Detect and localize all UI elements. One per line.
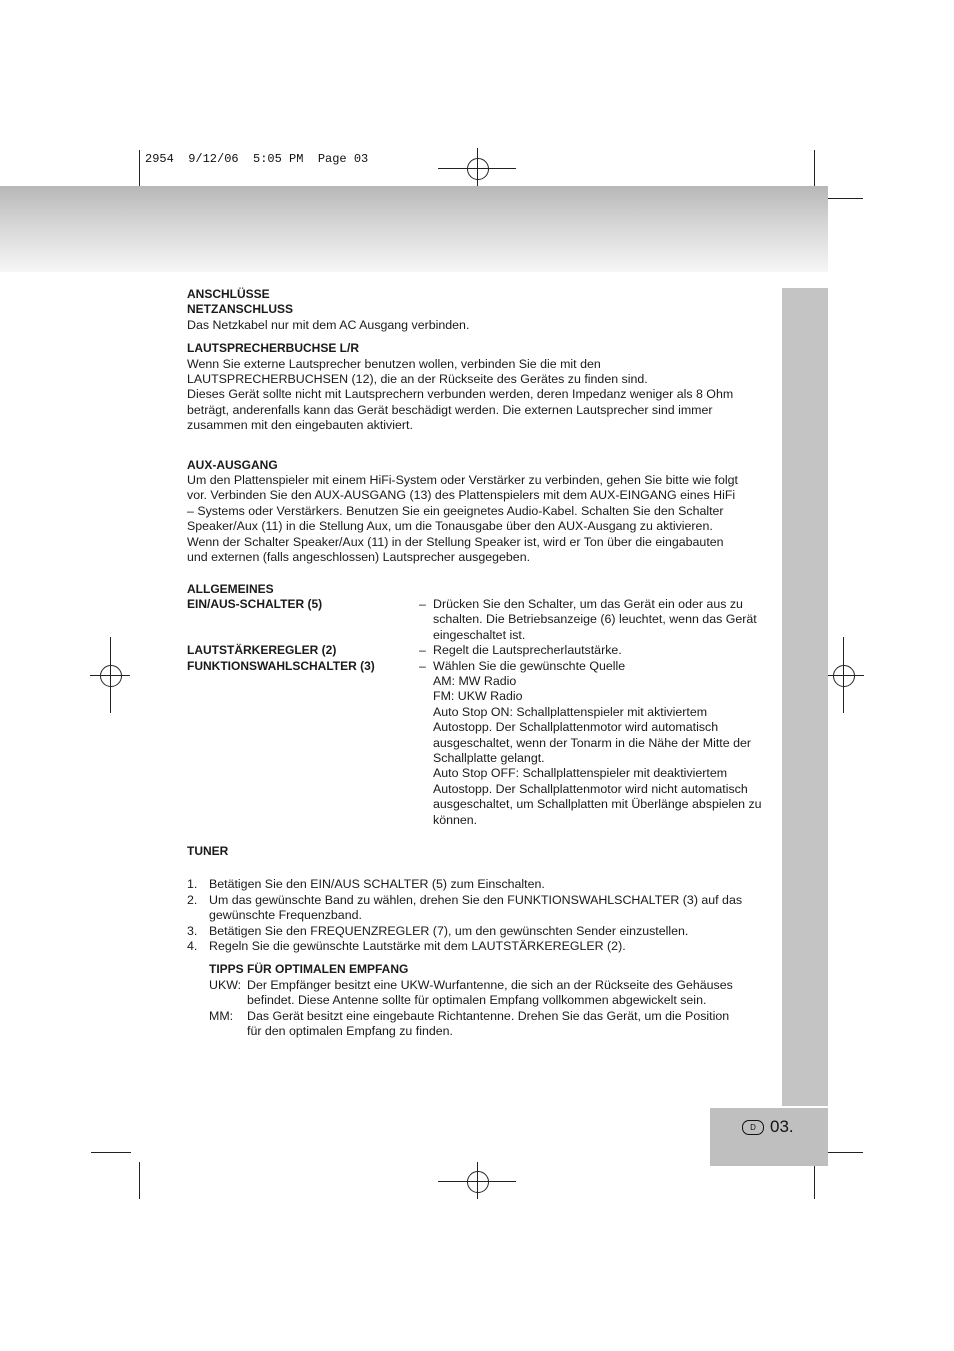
control-label: LAUTSTÄRKEREGLER (2) (187, 643, 337, 658)
step-number: 2. (187, 892, 198, 907)
control-row (187, 659, 777, 828)
text-line: ausgeschaltet, wenn der Tonarm in die Nähe der Mitte der (433, 735, 751, 750)
text-line: zusammen mit den eingebauten aktiviert. (187, 418, 413, 433)
dash: – (419, 596, 426, 611)
crop-mark (139, 150, 140, 187)
subsection-title: NETZANSCHLUSS (187, 302, 294, 317)
control-label: EIN/AUS-SCHALTER (5) (187, 596, 323, 611)
subsection-title: LAUTSPRECHERBUCHSE L/R (187, 341, 360, 356)
header-banner (0, 186, 828, 272)
text-line: Auto Stop ON: Schallplattenspieler mit aktiviertem (433, 704, 708, 719)
crop-mark (814, 1162, 815, 1199)
text-line: können. (433, 812, 478, 827)
registration-circle (467, 158, 489, 180)
text-line: gewünschte Frequenzband. (209, 908, 362, 923)
text-line: Um das gewünschte Band zu wählen, drehen Sie den FUNKTIONSWAHLSCHALTER (3) auf das (209, 892, 743, 907)
control-row (187, 643, 777, 658)
text-line: für den optimalen Empfang zu finden. (247, 1024, 453, 1039)
control-label: FUNKTIONSWAHLSCHALTER (3) (187, 658, 375, 673)
text-line: FM: UKW Radio (433, 689, 523, 704)
crop-mark (814, 150, 815, 187)
registration-circle (100, 665, 122, 687)
text-line: Schallplatte gelangt. (433, 750, 545, 765)
text-line: Um den Plattenspieler mit einem HiFi-System oder Verstärker zu verbinden, gehen Sie bitte wie folgt (187, 473, 738, 488)
text-line: Wenn der Schalter Speaker/Aux (11) in der Stellung Speaker ist, wird er Ton über die eingabauten (187, 534, 724, 549)
text-line: eingeschaltet ist. (433, 627, 526, 642)
subsection-title: TIPPS FÜR OPTIMALEN EMPFANG (209, 962, 409, 977)
text-line: schalten. Die Betriebsanzeige (6) leuchtet, wenn das Gerät (433, 612, 757, 627)
dash: – (419, 643, 426, 658)
list-item (187, 877, 777, 892)
text-line: Regelt die Lautsprecherlautstärke. (433, 643, 622, 658)
section-title: ANSCHLÜSSE (187, 287, 270, 301)
tip-row (209, 978, 777, 1009)
print-slug: 2954 9/12/06 5:05 PM Page 03 (145, 152, 369, 166)
text-line: Wählen Sie die gewünschte Quelle (433, 658, 626, 673)
reception-tips (209, 962, 777, 1039)
tuner-steps (187, 877, 777, 954)
text-line: Auto Stop OFF: Schallplattenspieler mit deaktiviertem (433, 766, 728, 781)
text-line: Regeln Sie die gewünschte Lautstärke mit dem LAUTSTÄRKEREGLER (2). (209, 939, 626, 954)
text-line: Betätigen Sie den FREQUENZREGLER (7), um den gewünschten Sender einzustellen. (209, 923, 689, 938)
text-line: Autostopp. Der Schallplattenmotor wird nicht automatisch (433, 781, 748, 796)
subsection-title: AUX-AUSGANG (187, 457, 278, 472)
tip-label: MM: (209, 1008, 234, 1023)
registration-circle (467, 1171, 489, 1193)
text-line: LAUTSPRECHERBUCHSEN (12), die an der Rückseite des Gerätes zu finden sind. (187, 372, 648, 387)
list-item (187, 924, 777, 939)
text-line: ausgeschaltet, um Schallplatten mit Überlänge abspielen zu (433, 797, 762, 812)
dash: – (419, 658, 426, 673)
text-line: vor. Verbinden Sie den AUX-AUSGANG (13) des Plattenspielers mit dem AUX-EINGANG eines HiFi (187, 488, 736, 503)
text-line: Der Empfänger besitzt eine UKW-Wurfantenne, die sich an der Rückseite des Gehäuses (247, 977, 733, 992)
paragraph: Das Netzkabel nur mit dem AC Ausgang verbinden. (187, 317, 470, 332)
step-number: 3. (187, 923, 198, 938)
text-line: Autostopp. Der Schallplattenmotor wird automatisch (433, 720, 719, 735)
text-line: Das Gerät besitzt eine eingebaute Richtantenne. Drehen Sie das Gerät, um die Position (247, 1008, 730, 1023)
section-title: ALLGEMEINES (187, 581, 274, 596)
text-line: beträgt, anderenfalls kann das Gerät beschädigt werden. Die externen Lautsprecher sind immer (187, 402, 713, 417)
text-line: Betätigen Sie den EIN/AUS SCHALTER (5) zum Einschalten. (209, 877, 545, 892)
list-item (187, 939, 777, 954)
side-tab (782, 288, 828, 1106)
manual-content (187, 287, 777, 1039)
control-row (187, 597, 777, 643)
text-line: Dieses Gerät sollte nicht mit Lautsprechern verbunden werden, deren Impedanz weniger als 8 Ohm (187, 387, 734, 402)
crop-mark (823, 198, 863, 199)
page-number-text: 03. (770, 1117, 794, 1136)
crop-mark (139, 1162, 140, 1199)
crop-mark (91, 1152, 131, 1153)
step-number: 1. (187, 877, 198, 892)
section-title: TUNER (187, 844, 229, 858)
registration-circle (833, 665, 855, 687)
language-badge: D (742, 1120, 764, 1135)
text-line: – Systems oder Verstärkers. Benutzen Sie ein geeignetes Audio-Kabel. Schalten Sie den Schalter (187, 503, 724, 518)
page-number (742, 1117, 794, 1137)
text-line: befindet. Diese Antenne sollte für optimalen Empfang vollkommen abgewickelt sein. (247, 993, 707, 1008)
text-line: und externen (falls angeschlossen) Lautsprecher ausgegeben. (187, 550, 531, 565)
text-line: Wenn Sie externe Lautsprecher benutzen wollen, verbinden Sie die mit den (187, 356, 601, 371)
tip-row (209, 1009, 777, 1040)
tip-label: UKW: (209, 977, 242, 992)
text-line: AM: MW Radio (433, 673, 517, 688)
text-line: Speaker/Aux (11) in die Stellung Aux, um die Tonausgabe über den AUX-Ausgang zu aktivieren. (187, 519, 713, 534)
text-line: Drücken Sie den Schalter, um das Gerät ein oder aus zu (433, 596, 743, 611)
step-number: 4. (187, 939, 198, 954)
list-item (187, 893, 777, 924)
crop-mark (823, 1152, 863, 1153)
